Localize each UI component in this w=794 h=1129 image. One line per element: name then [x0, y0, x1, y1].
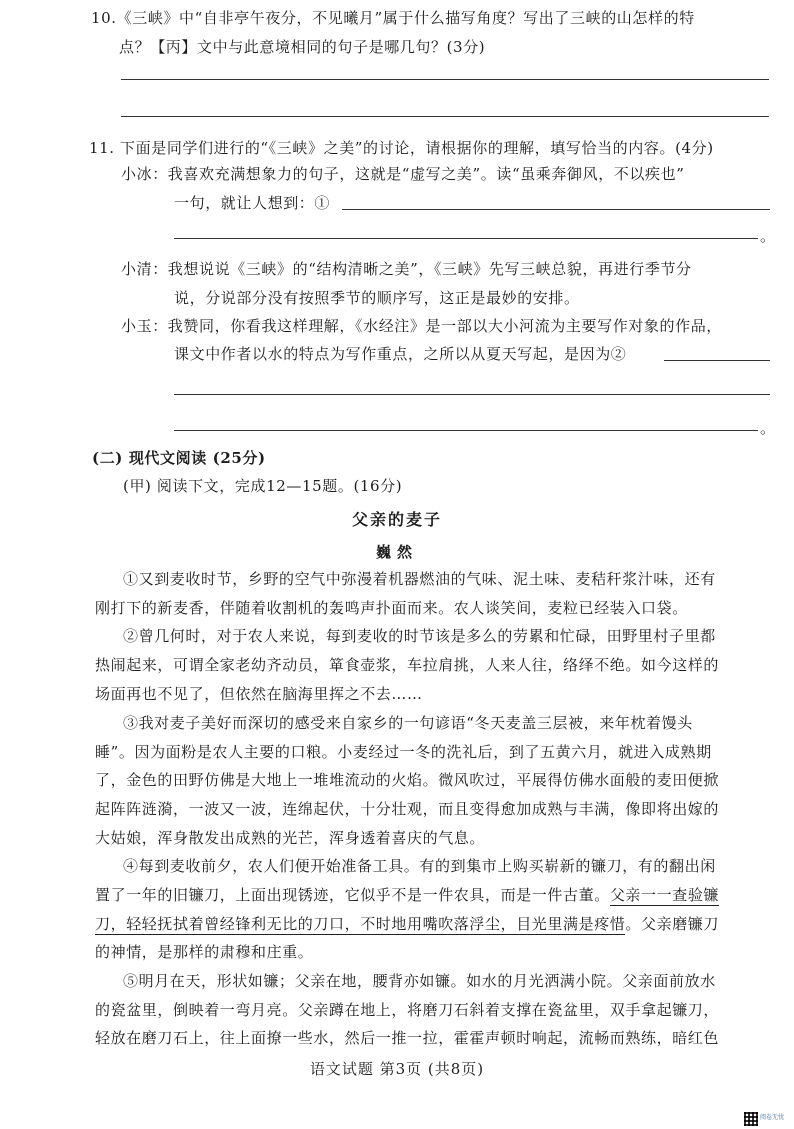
qr-code-icon: [744, 1112, 758, 1126]
answer-line[interactable]: [342, 209, 770, 210]
paragraph-5-line: ⑤明月在天，形状如镰；父亲在地，腰背亦如镰。如水的月光洒满小院。父亲面前放水: [123, 972, 716, 990]
section-heading: (二) 现代文阅读 (25分): [92, 449, 266, 467]
paragraph-2-line: 热闹起来，可谓全家老幼齐动员，箪食壶浆，车拉肩挑，人来人往，络绎不绝。如今这样的: [95, 656, 720, 674]
q10-line-2: 点？【丙】文中与此意境相同的句子是哪几句？(3分): [119, 38, 486, 56]
q10-line-1: 10.《三峡》中“自非亭午夜分，不见曦月”属于什么描写角度？写出了三峡的山怎样的特: [91, 9, 695, 27]
paragraph-2-line: ②曾几何时，对于农人来说，每到麦收的时节该是多么的劳累和忙碌，田野里村子里都: [123, 627, 716, 645]
q11-xiaoyu-line-1: 小玉：我赞同，你看我这样理解，《水经注》是一部以大小河流为主要写作对象的作品，: [121, 317, 722, 335]
paragraph-4-line: [95, 885, 719, 905]
paragraph-4-text: 。父亲磨镰刀: [625, 915, 720, 933]
end-mark: 。: [760, 227, 776, 245]
paragraph-4-line: 的神情，是那样的肃穆和庄重。: [95, 943, 314, 961]
watermark-logo: 阅卷无忧: [760, 1114, 785, 1121]
answer-line[interactable]: [121, 116, 769, 117]
paragraph-4-text: 置了一年的旧镰刀，上面出现锈迹，它似乎不是一件农具，而是一件古董。: [95, 886, 610, 904]
paragraph-3-line: ③我对麦子美好而深切的感受来自家乡的一句谚语“冬天麦盖三层被，来年枕着馒头: [123, 714, 693, 732]
q11-xiaoqing-line-1: 小清：我想说说《三峡》的“结构清晰之美”，《三峡》先写三峡总貌，再进行季节分: [121, 260, 692, 278]
paragraph-3-line: 起阵阵涟漪，一波又一波，连绵起伏，十分壮观，而且变得愈加成熟与丰满，像即将出嫁的: [95, 800, 720, 818]
section-subheading: (甲) 阅读下文，完成12—15题。(16分): [123, 477, 403, 495]
q11-xiaobing-line-1: 小冰：我喜欢充满想象力的句子，这就是“虚写之美”。读“虽乘奔御风，不以疾也”: [121, 165, 685, 183]
paragraph-2-line: 场面再也不见了，但依然在脑海里挥之不去……: [95, 685, 423, 703]
paragraph-4-line: ④每到麦收前夕，农人们便开始准备工具。有的到集市上购买崭新的镰刀，有的翻出闲: [123, 857, 716, 875]
underlined-sentence: 父亲一一查验镰: [609, 886, 720, 904]
q11-xiaobing-line-2: 一句，就让人想到：①: [174, 194, 331, 212]
answer-line[interactable]: [174, 238, 758, 239]
paragraph-3-line: 大姑娘，浑身散发出成熟的光芒，浑身透着喜庆的气息。: [95, 829, 486, 847]
page-footer: 语文试题 第3页 (共8页): [309, 1060, 485, 1078]
q11-intro: 11. 下面是同学们进行的“《三峡》之美”的讨论，请根据你的理解，填写恰当的内容。(4分): [89, 139, 714, 157]
answer-line[interactable]: [121, 79, 769, 80]
paragraph-4-line: [95, 914, 719, 934]
paragraph-1-line: 刚打下的新麦香，伴随着收割机的轰鸣声扑面而来。农人谈笑间，麦粒已经装入口袋。: [95, 599, 688, 617]
paragraph-5-line: 的瓷盆里，倒映着一弯月亮。父亲蹲在地上，将磨刀石斜着支撑在瓷盆里，双手拿起镰刀，: [95, 1001, 720, 1019]
end-mark: 。: [760, 419, 776, 437]
paragraph-1-line: ①又到麦收时节，乡野的空气中弥漫着机器燃油的气味、泥土味、麦秸秆浆汁味，还有: [123, 570, 716, 588]
paragraph-3-line: 睡”。因为面粉是农人主要的口粮。小麦经过一冬的洗礼后，到了五黄六月，就进入成熟期: [95, 743, 712, 761]
underlined-sentence: 刀，轻轻抚拭着曾经锋利无比的刀口，不时地用嘴吹落浮尘，目光里满是疼惜: [95, 915, 626, 933]
q11-xiaoqing-line-2: 说，分说部分没有按照季节的顺序写，这正是最妙的安排。: [174, 289, 580, 307]
answer-line[interactable]: [174, 430, 758, 431]
answer-line[interactable]: [174, 394, 770, 395]
article-author: 巍然: [375, 543, 418, 561]
paragraph-3-line: 了，金色的田野仿佛是大地上一堆堆流动的火焰。微风吹过，平展得仿佛水面般的麦田便掀: [95, 771, 720, 789]
q11-xiaoyu-line-2: 课文中作者以水的特点为写作重点，之所以从夏天写起，是因为②: [174, 345, 627, 363]
article-title: 父亲的麦子: [351, 510, 442, 529]
paragraph-5-line: 轻放在磨刀石上，往上面撩一些水，然后一推一拉，霍霍声顿时响起，流畅而熟练，暗红色: [95, 1029, 720, 1047]
answer-line[interactable]: [664, 360, 770, 361]
